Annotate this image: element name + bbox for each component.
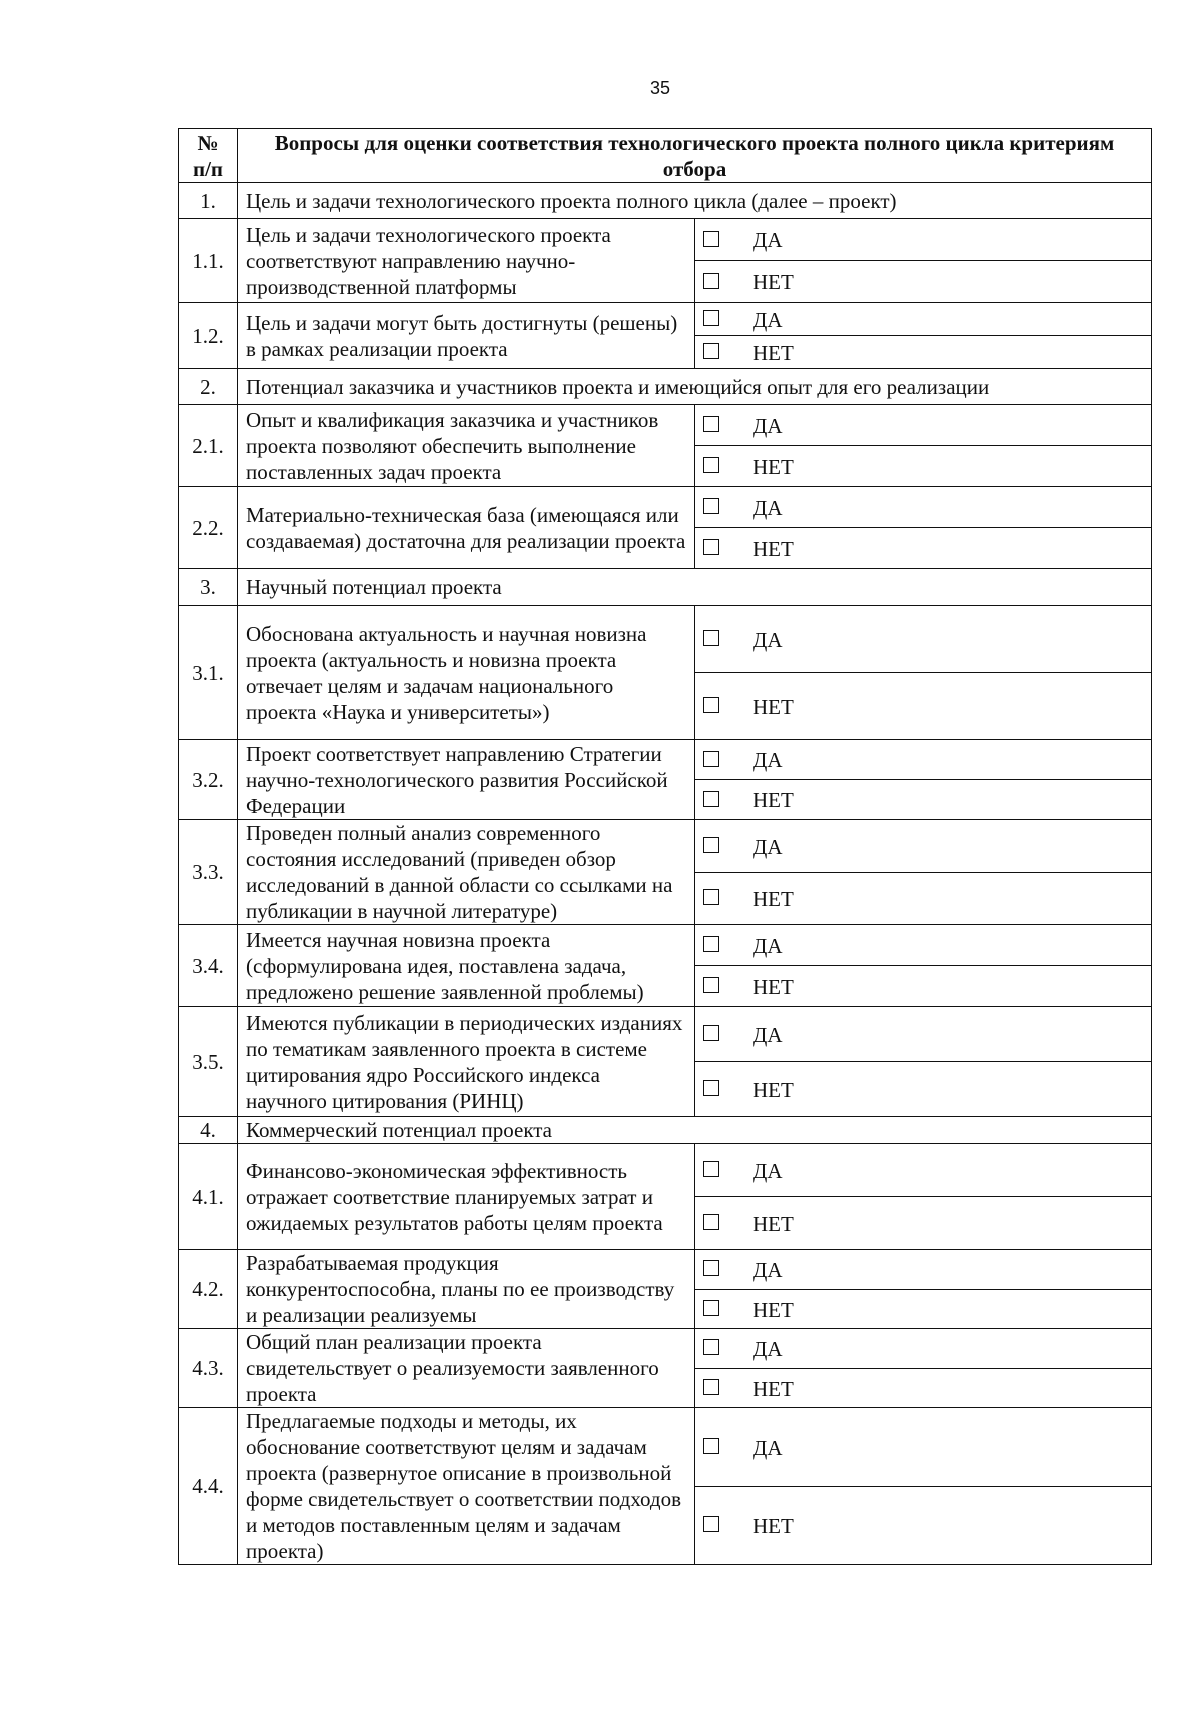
question-text: Обоснована актуальность и научная новизна проекта (актуальность и новизна проекта отвечает целям и задачам национального проекта «Наука и университеты») <box>238 606 695 740</box>
checkbox-yes[interactable] <box>703 310 719 326</box>
section-title: Цель и задачи технологического проекта полного цикла (далее – проект) <box>238 183 1152 219</box>
question-row <box>179 820 1152 873</box>
option-no-label: НЕТ <box>753 455 794 480</box>
checkbox-yes[interactable] <box>703 837 719 853</box>
checkbox-no[interactable] <box>703 539 719 555</box>
question-number: 3.5. <box>179 1007 238 1117</box>
question-number: 2.1. <box>179 405 238 487</box>
question-row <box>179 606 1152 673</box>
question-number: 1.2. <box>179 303 238 369</box>
option-yes-cell <box>695 740 1152 780</box>
option-yes-cell <box>695 606 1152 673</box>
option-no-cell <box>695 446 1152 487</box>
question-number: 3.1. <box>179 606 238 740</box>
checkbox-yes[interactable] <box>703 1339 719 1355</box>
section-number: 3. <box>179 569 238 606</box>
option-yes-label: ДА <box>753 1258 783 1283</box>
question-row <box>179 303 1152 336</box>
option-yes-label: ДА <box>753 1023 783 1048</box>
question-row <box>179 487 1152 528</box>
checkbox-yes[interactable] <box>703 1161 719 1177</box>
option-no-cell <box>695 1486 1152 1565</box>
option-no-cell <box>695 1062 1152 1117</box>
option-no-cell <box>695 966 1152 1007</box>
option-yes-label: ДА <box>753 628 783 653</box>
question-row <box>179 1250 1152 1290</box>
question-text: Опыт и квалификация заказчика и участников проекта позволяют обеспечить выполнение поставленных задач проекта <box>238 405 695 487</box>
section-row <box>179 1117 1152 1144</box>
option-no-label: НЕТ <box>753 1078 794 1103</box>
checkbox-no[interactable] <box>703 273 719 289</box>
header-title: Вопросы для оценки соответствия технологического проекта полного цикла критериям отбора <box>238 129 1152 183</box>
question-row <box>179 1329 1152 1369</box>
section-title: Потенциал заказчика и участников проекта и имеющийся опыт для его реализации <box>238 369 1152 405</box>
option-yes-label: ДА <box>753 414 783 439</box>
option-yes-label: ДА <box>753 1435 783 1460</box>
option-no-label: НЕТ <box>753 1212 794 1237</box>
question-text: Финансово-экономическая эффективность отражает соответствие планируемых затрат и ожидаемых результатов работы целям проекта <box>238 1144 695 1250</box>
option-no-cell <box>695 1197 1152 1250</box>
question-text: Имеются публикации в периодических изданиях по тематикам заявленного проекта в системе цитирования ядро Российского индекса научного цитирования (РИНЦ) <box>238 1007 695 1117</box>
question-text: Имеется научная новизна проекта (сформулирована идея, поставлена задача, предложено решение заявленной проблемы) <box>238 925 695 1007</box>
option-no-cell <box>695 673 1152 740</box>
option-yes-cell <box>695 1329 1152 1369</box>
checkbox-yes[interactable] <box>703 630 719 646</box>
question-number: 4.1. <box>179 1144 238 1250</box>
checkbox-no[interactable] <box>703 1516 719 1532</box>
section-row <box>179 569 1152 606</box>
checkbox-yes[interactable] <box>703 498 719 514</box>
option-yes-cell <box>695 1144 1152 1197</box>
criteria-table <box>178 128 1152 1565</box>
option-no-label: НЕТ <box>753 1376 794 1401</box>
question-text: Цель и задачи технологического проекта соответствуют направлению научно-производственной платформы <box>238 219 695 303</box>
option-yes-cell <box>695 1408 1152 1487</box>
question-number: 2.2. <box>179 487 238 569</box>
option-yes-label: ДА <box>753 748 783 773</box>
criteria-table-body <box>179 183 1152 1565</box>
question-text: Материально-техническая база (имеющаяся или создаваемая) достаточна для реализации проекта <box>238 487 695 569</box>
option-no-label: НЕТ <box>753 788 794 813</box>
question-text: Проведен полный анализ современного состояния исследований (приведен обзор исследований в данной области со ссылками на публикации в научной литературе) <box>238 820 695 925</box>
question-row <box>179 925 1152 966</box>
option-yes-label: ДА <box>753 1337 783 1362</box>
question-text: Предлагаемые подходы и методы, их обоснование соответствуют целям и задачам проекта (развернутое описание в произвольной форме свидетельствует о соответствии подходов и методов поставленным целям и задачам проекта) <box>238 1408 695 1565</box>
option-no-cell <box>695 780 1152 820</box>
question-row <box>179 219 1152 261</box>
question-number: 4.2. <box>179 1250 238 1329</box>
table-header-row <box>179 129 1152 183</box>
option-yes-label: ДА <box>753 308 783 333</box>
question-number: 4.3. <box>179 1329 238 1408</box>
option-yes-label: ДА <box>753 496 783 521</box>
question-text: Цель и задачи могут быть достигнуты (решены) в рамках реализации проекта <box>238 303 695 369</box>
option-yes-label: ДА <box>753 934 783 959</box>
option-yes-cell <box>695 303 1152 336</box>
checkbox-yes[interactable] <box>703 1025 719 1041</box>
header-num: № п/п <box>179 129 238 183</box>
checkbox-no[interactable] <box>703 697 719 713</box>
option-yes-label: ДА <box>753 228 783 253</box>
question-row <box>179 1144 1152 1197</box>
option-yes-cell <box>695 219 1152 261</box>
option-no-cell <box>695 528 1152 569</box>
option-yes-cell <box>695 925 1152 966</box>
option-no-cell <box>695 261 1152 303</box>
checkbox-no[interactable] <box>703 1214 719 1230</box>
checkbox-no[interactable] <box>703 343 719 359</box>
question-number: 3.2. <box>179 740 238 820</box>
question-text: Проект соответствует направлению Стратегии научно-технологического развития Российской Федерации <box>238 740 695 820</box>
checkbox-no[interactable] <box>703 1080 719 1096</box>
option-no-label: НЕТ <box>753 695 794 720</box>
option-no-label: НЕТ <box>753 887 794 912</box>
option-no-cell <box>695 1368 1152 1408</box>
checkbox-no[interactable] <box>703 791 719 807</box>
question-text: Общий план реализации проекта свидетельствует о реализуемости заявленного проекта <box>238 1329 695 1408</box>
option-no-cell <box>695 336 1152 369</box>
section-number: 1. <box>179 183 238 219</box>
question-number: 3.3. <box>179 820 238 925</box>
question-row <box>179 405 1152 446</box>
option-yes-label: ДА <box>753 1159 783 1184</box>
checkbox-no[interactable] <box>703 457 719 473</box>
checkbox-yes[interactable] <box>703 231 719 247</box>
option-no-cell <box>695 1289 1152 1329</box>
option-no-label: НЕТ <box>753 537 794 562</box>
option-no-label: НЕТ <box>753 1514 794 1539</box>
section-row <box>179 183 1152 219</box>
option-no-cell <box>695 872 1152 925</box>
checkbox-yes[interactable] <box>703 1260 719 1276</box>
section-title: Научный потенциал проекта <box>238 569 1152 606</box>
checkbox-yes[interactable] <box>703 936 719 952</box>
option-no-label: НЕТ <box>753 1297 794 1322</box>
section-number: 2. <box>179 369 238 405</box>
page-number: 35 <box>649 78 671 98</box>
section-number: 4. <box>179 1117 238 1144</box>
section-row <box>179 369 1152 405</box>
question-row <box>179 1408 1152 1487</box>
option-yes-cell <box>695 1250 1152 1290</box>
checkbox-no[interactable] <box>703 1300 719 1316</box>
option-yes-cell <box>695 820 1152 873</box>
option-yes-cell <box>695 1007 1152 1062</box>
checkbox-yes[interactable] <box>703 751 719 767</box>
checkbox-yes[interactable] <box>703 1438 719 1454</box>
option-no-label: НЕТ <box>753 341 794 366</box>
option-yes-label: ДА <box>753 834 783 859</box>
option-no-label: НЕТ <box>753 270 794 295</box>
option-yes-cell <box>695 405 1152 446</box>
checkbox-no[interactable] <box>703 977 719 993</box>
question-text: Разрабатываемая продукция конкурентоспособна, планы по ее производству и реализации реализуемы <box>238 1250 695 1329</box>
option-yes-cell <box>695 487 1152 528</box>
option-no-label: НЕТ <box>753 975 794 1000</box>
checkbox-yes[interactable] <box>703 416 719 432</box>
question-number: 4.4. <box>179 1408 238 1565</box>
question-row <box>179 740 1152 780</box>
section-title: Коммерческий потенциал проекта <box>238 1117 1152 1144</box>
checkbox-no[interactable] <box>703 889 719 905</box>
question-row <box>179 1007 1152 1062</box>
checkbox-no[interactable] <box>703 1379 719 1395</box>
question-number: 1.1. <box>179 219 238 303</box>
question-number: 3.4. <box>179 925 238 1007</box>
